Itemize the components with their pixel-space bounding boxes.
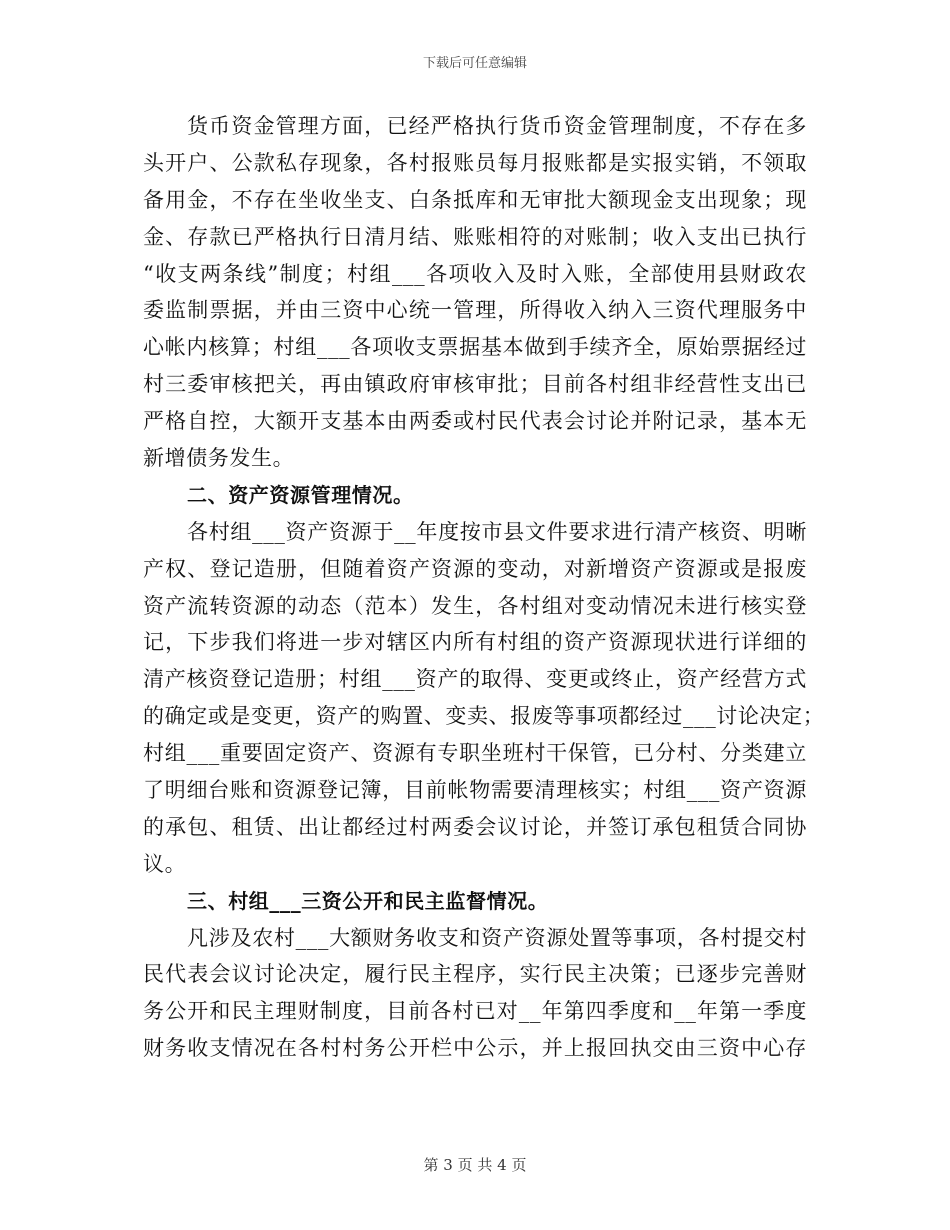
paragraph-line: 头开户、公款私存现象，各村报账员每月报账都是实报实销，不领取 bbox=[143, 150, 807, 175]
paragraph-line: 凡涉及农村___大额财务收支和资产资源处置等事项，各村提交村 bbox=[187, 925, 807, 950]
paragraph-line: 民代表会议讨论决定，履行民主程序，实行民主决策；已逐步完善财 bbox=[143, 962, 807, 987]
paragraph-line: 产权、登记造册，但随着资产资源的变动，对新增资产资源或是报废 bbox=[143, 556, 807, 581]
paragraph-line: 新增债务发生。 bbox=[143, 446, 295, 471]
page-header-note: 下载后可任意编辑 bbox=[422, 56, 527, 71]
paragraph-line: 务公开和民主理财制度，目前各村已对__年第四季度和__年第一季度 bbox=[143, 999, 807, 1024]
paragraph-line: 村三委审核把关，再由镇政府审核审批；目前各村组非经营性支出已 bbox=[143, 372, 807, 397]
paragraph-line: 的承包、租赁、出让都经过村两委会议讨论，并签订承包租赁合同协 bbox=[143, 814, 807, 839]
paragraph-line: 各村组___资产资源于__年度按市县文件要求进行清产核资、明晰 bbox=[187, 519, 807, 544]
paragraph-line: 的确定或是变更，资产的购置、变卖、报废等事项都经过___讨论决定； bbox=[143, 704, 825, 729]
paragraph-line: 议。 bbox=[143, 851, 187, 876]
section-heading: 二、资产资源管理情况。 bbox=[187, 482, 414, 507]
paragraph-line: 委监制票据，并由三资中心统一管理，所得收入纳入三资代理服务中 bbox=[143, 298, 807, 323]
paragraph-line: 严格自控，大额开支基本由两委或村民代表会讨论并附记录，基本无 bbox=[143, 409, 807, 434]
paragraph-line: 财务收支情况在各村村务公开栏中公示，并上报回执交由三资中心存 bbox=[143, 1036, 807, 1061]
paragraph-line: 备用金，不存在坐收坐支、白条抵库和无审批大额现金支出现象；现 bbox=[143, 187, 807, 212]
paragraph-line: 货币资金管理方面，已经严格执行货币资金管理制度，不存在多 bbox=[187, 114, 807, 138]
paragraph-line: 了明细台账和资源登记簿，目前帐物需要清理核实；村组___资产资源 bbox=[143, 778, 807, 803]
page-number: 第 3 页 共 4 页 bbox=[423, 1156, 527, 1174]
document-body bbox=[143, 108, 825, 1067]
paragraph-line: 心帐内核算；村组___各项收支票据基本做到手续齐全，原始票据经过 bbox=[143, 335, 807, 360]
paragraph-line: 记，下步我们将进一步对辖区内所有村组的资产资源现状进行详细的 bbox=[143, 630, 807, 655]
section-heading: 三、村组___三资公开和民主监督情况。 bbox=[187, 888, 549, 913]
paragraph-line: 资产流转资源的动态（范本）发生，各村组对变动情况未进行核实登 bbox=[143, 593, 807, 618]
paragraph-line: 村组___重要固定资产、资源有专职坐班村干保管，已分村、分类建立 bbox=[143, 741, 807, 766]
paragraph-line: 清产核资登记造册；村组___资产的取得、变更或终止，资产经营方式 bbox=[143, 667, 807, 692]
paragraph-line: “收支两条线”制度；村组___各项收入及时入账，全部使用县财政农 bbox=[143, 261, 807, 286]
paragraph-line: 金、存款已严格执行日清月结、账账相符的对账制；收入支出已执行 bbox=[143, 224, 807, 249]
